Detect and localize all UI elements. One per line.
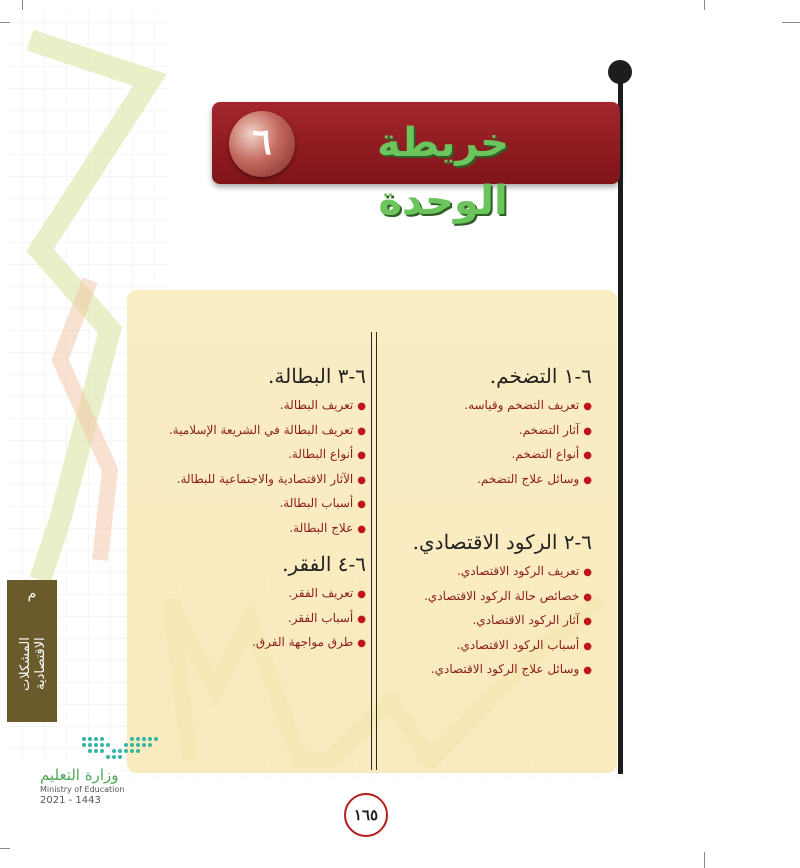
section-items xyxy=(146,582,366,656)
column-divider xyxy=(371,332,377,770)
unit-map-title: خريطة الوحدة xyxy=(377,120,509,224)
ministry-name-english: Ministry of Education xyxy=(40,785,125,794)
section-items xyxy=(382,394,592,492)
section-title: ٦-٤ الفقر. xyxy=(282,552,366,576)
section-items xyxy=(146,394,366,541)
section-title: ٦-٢ الركود الاقتصادي. xyxy=(412,530,592,554)
list-item: ● الآثار الاقتصادية والاجتماعية للبطالة. xyxy=(146,468,366,493)
section-poverty xyxy=(146,550,366,656)
list-item: ● علاج البطالة. xyxy=(146,517,366,542)
list-item: ● آثار الركود الاقتصادي. xyxy=(382,609,592,634)
ministry-name-arabic: وزارة التعليم xyxy=(40,766,119,784)
list-item: ● تعريف البطالة في الشريعة الإسلامية. xyxy=(146,419,366,444)
section-title: ٦-١ التضخم. xyxy=(489,364,592,388)
edition-year: 2021 - 1443 xyxy=(40,795,101,806)
crop-mark xyxy=(782,22,800,23)
section-inflation xyxy=(382,362,592,492)
list-item: ● تعريف التضخم وقياسه. xyxy=(382,394,592,419)
section-title: ٦-٣ البطالة. xyxy=(268,364,366,388)
crop-mark xyxy=(0,848,10,849)
list-item: ● تعريف الركود الاقتصادي. xyxy=(382,560,592,585)
unit-number: ٦ xyxy=(252,121,272,163)
crop-mark xyxy=(704,0,705,10)
page-number: ١٦٥ xyxy=(353,806,379,824)
section-recession xyxy=(382,528,592,683)
list-item: ● أسباب الفقر. xyxy=(146,607,366,632)
side-tab-label: المشكلات الاقتصادية xyxy=(18,637,48,691)
list-item: ● أنواع البطالة. xyxy=(146,443,366,468)
side-tab-marker: م xyxy=(27,586,37,602)
list-item: ● خصائص حالة الركود الاقتصادي. xyxy=(382,585,592,610)
list-item: ● أنواع التضخم. xyxy=(382,443,592,468)
crop-mark xyxy=(704,852,705,868)
list-item: ● طرق مواجهة الفرق. xyxy=(146,631,366,656)
ministry-logo-icon xyxy=(80,735,162,761)
list-item: ● تعريف الفقر. xyxy=(146,582,366,607)
list-item: ● وسائل علاج الركود الاقتصادي. xyxy=(382,658,592,683)
section-unemployment xyxy=(146,362,366,541)
crop-mark xyxy=(22,0,23,10)
list-item: ● وسائل علاج التضخم. xyxy=(382,468,592,493)
list-item: ● أسباب البطالة. xyxy=(146,492,366,517)
list-item: ● أسباب الركود الاقتصادي. xyxy=(382,634,592,659)
list-item: ● آثار التضخم. xyxy=(382,419,592,444)
crop-mark xyxy=(0,22,10,23)
flag-pole-top xyxy=(608,60,632,84)
list-item: ● تعريف البطالة. xyxy=(146,394,366,419)
section-items xyxy=(382,560,592,683)
